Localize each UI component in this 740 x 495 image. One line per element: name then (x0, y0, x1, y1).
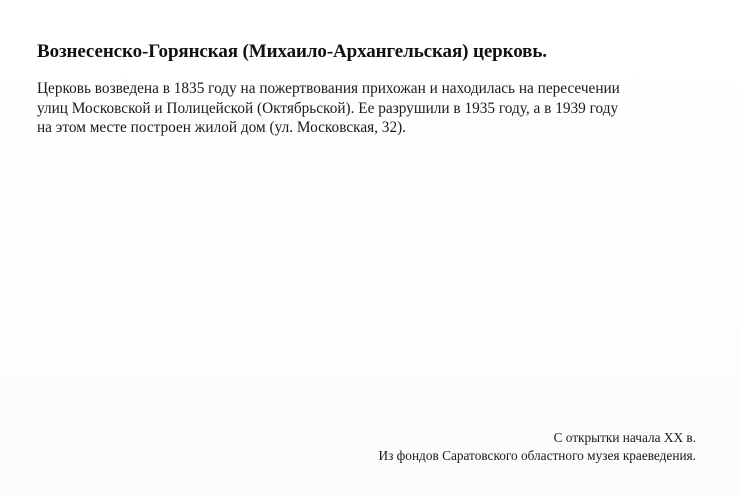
document-title: Вознесенско-Горянская (Михаило-Архангельская) церковь. (37, 41, 547, 62)
museum-collection-note: Из фондов Саратовского областного музея краеведения. (378, 448, 696, 463)
description-line: Церковь возведена в 1835 году на пожертвования прихожан и находилась на пересечении (37, 80, 620, 97)
postcard-source-note: С открытки начала XX в. (553, 430, 696, 445)
description-paragraph (37, 79, 717, 138)
description-line: на этом месте построен жилой дом (ул. Московская, 32). (37, 119, 407, 136)
description-line: улиц Московской и Полицейской (Октябрьской). Ее разрушили в 1935 году, а в 1939 году (37, 99, 619, 117)
source-credits (276, 429, 696, 465)
